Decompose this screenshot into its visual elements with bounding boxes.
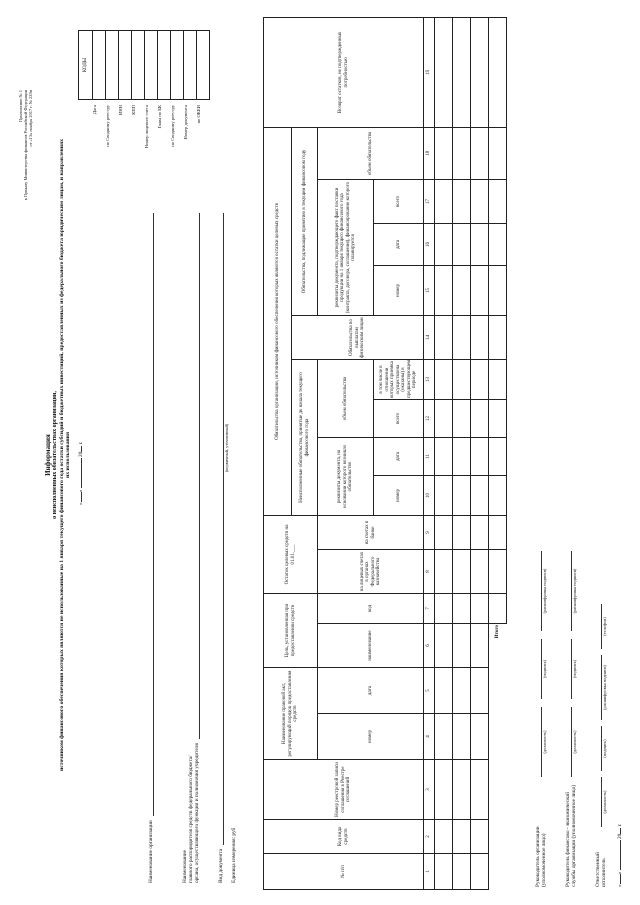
cell[interactable] [435,223,453,265]
title-line-1: о неисполненных обязательствах организации, [52,391,59,519]
col-num: 12 [424,399,435,437]
exec-label-2: исполнитель [600,858,607,887]
codes-header: КОДЫ [79,31,93,100]
exec-signature-hint: (подпись) [601,739,607,758]
cell[interactable] [471,179,489,223]
doc-type-label: Вид документа [217,848,224,883]
fin-label-2: службы организации (уполномоченное лицо) [570,784,577,887]
code-label-inn: ИНН [118,105,123,115]
header-unfulfilled: Неисполненные обязательства, принятые до начала текущего финансового года [292,359,318,515]
cell[interactable] [435,624,453,668]
cell[interactable] [453,714,471,760]
header-registry: Номер реестровой записи соглашения в Реестре соглашений [264,760,424,820]
cell[interactable] [453,515,471,549]
fin-signature-field[interactable] [563,639,572,699]
header-amount-incl: в том числе в отношении которых приемка осуществлена (оказаны) в предшествующем периоде [374,359,424,399]
head-position-hint: (должность) [541,730,547,754]
total-cell[interactable] [489,437,507,475]
total-cell[interactable] [489,399,507,437]
date-close-quote: » [78,489,84,493]
total-label: Итого [489,624,507,890]
header-purpose: Цель, установленная при предоставлении средств [264,593,318,667]
bottom-date-open: « [617,884,623,887]
code-label-chapter: Глава по БК [157,105,162,129]
exec-signature-field[interactable] [593,726,602,771]
date-open-quote: « [78,502,84,505]
col-num: 15 [424,265,435,315]
col-num: 8 [424,549,435,593]
col-num: 6 [424,624,435,668]
bottom-date-year-prefix: 20 [617,833,623,840]
column-numbers-row [424,17,435,889]
total-cell[interactable] [489,223,507,265]
cell[interactable] [471,515,489,549]
header-phys: Обязательства по выплатам физическим лицам [292,315,424,359]
header-balance-bank: на счетах в банке [318,515,424,549]
code-label-kpp: КПП [131,105,136,115]
fin-position-field[interactable] [563,707,572,777]
head-decode-field[interactable] [533,551,542,631]
table-row [435,17,453,889]
cell[interactable] [435,820,453,854]
col-num: 1 [424,854,435,890]
header-plan-total: всего [374,179,424,223]
signatures-block [525,407,623,887]
fin-decode-field[interactable] [563,551,572,631]
date-year-prefix: 20 [78,451,84,458]
appendix-line-1: Приложение № 1 [18,90,23,123]
col-num: 18 [424,127,435,179]
total-cell[interactable] [489,315,507,359]
code-cell[interactable] [184,31,197,100]
total-row [489,17,507,889]
cell[interactable] [471,265,489,315]
exec-position-hint: (должность) [601,790,607,814]
date-year-suffix: г. [78,441,84,445]
header-balance-treasury: на лицевых счетах в органах Федерального казначейства [318,549,424,593]
total-cell[interactable] [489,127,507,179]
signature-exec-row [581,407,607,887]
cell[interactable] [435,475,453,515]
cell[interactable] [453,624,471,668]
code-label-date: Дата [92,105,97,115]
header-obligations: Обязательства организации, источником финансового обеспечения которых являются остатки целевых средств [264,127,292,515]
col-num: 16 [424,223,435,265]
grantor-label-3: органа, осуществляющего функции и полномочия учредителя [193,743,200,883]
signature-head-row [525,407,547,887]
head-decode-hint: (расшифровка подписи) [541,568,547,614]
title-heading: Информация [44,434,52,476]
col-num: 14 [424,315,435,359]
cell[interactable] [453,549,471,593]
header-return: Возврат остатков, не подтвержденных потребностью [264,17,424,127]
title-line-3: их использования [65,431,72,479]
header-plan-docs: реквизиты документа, подтверждающего факт поставки продукции на 1 января текущего финансового года (контракта, договора, соглашения), финансирование которого планируется [318,179,374,315]
col-num: 11 [424,437,435,475]
cell[interactable] [435,265,453,315]
cell[interactable] [435,854,453,890]
codes-table [78,30,210,100]
cell[interactable] [435,515,453,549]
header-amount: объем обязательства [318,359,374,437]
head-label-1: Руководитель организации [534,826,541,887]
cell[interactable] [453,593,471,623]
exec-phone-field[interactable] [593,604,602,649]
cell[interactable] [453,475,471,515]
cell[interactable] [471,760,489,820]
header-purpose-name: наименование [318,624,424,668]
code-cell[interactable] [197,31,210,100]
total-cell[interactable] [489,515,507,549]
header-code: Код вида средств [264,820,424,854]
unit-label: Единица измерения: руб [231,827,238,883]
header-purpose-code: код [318,593,424,623]
cell[interactable] [471,854,489,890]
col-num: 9 [424,515,435,549]
header-doc-number: номер [374,475,424,515]
cell[interactable] [453,179,471,223]
col-num: 10 [424,475,435,515]
main-table [263,17,507,890]
code-cell[interactable] [106,31,119,100]
cell[interactable] [453,854,471,890]
cell[interactable] [471,17,489,127]
cell[interactable] [471,820,489,854]
header-plan-amount: объем обязательства [318,127,424,179]
exec-decode-field[interactable] [593,655,602,720]
code-cell[interactable] [171,31,184,100]
cell[interactable] [471,714,489,760]
cell[interactable] [435,17,453,127]
doc-type-field[interactable] [223,213,224,845]
total-cell[interactable] [489,359,507,399]
cell[interactable] [453,223,471,265]
cell[interactable] [435,668,453,714]
cell[interactable] [453,437,471,475]
head-position-field[interactable] [533,707,542,777]
total-cell[interactable] [489,593,507,623]
col-num: 19 [424,17,435,127]
fin-label-1: Руководитель финансово - экономической [564,792,571,887]
cell[interactable] [435,714,453,760]
col-num: 2 [424,820,435,854]
table-row [471,17,489,889]
col-num: 7 [424,593,435,623]
doc-type-hint: (первичный, уточненный) [224,423,229,473]
header-agreement: Наименование правовой акт, регулирующий порядок предоставления средств [264,668,318,760]
cell[interactable] [435,593,453,623]
appendix-line-3: от «13» ноября 2017 г. № 229н [28,90,34,147]
cell[interactable] [435,549,453,593]
fin-position-hint: (должность) [571,730,577,754]
document-title [44,55,72,855]
bottom-date-close: » [617,871,623,875]
header-doc-date: дата [374,437,424,475]
exec-position-field[interactable] [593,777,602,827]
cell[interactable] [471,223,489,265]
cell[interactable] [453,820,471,854]
cell[interactable] [435,315,453,359]
head-label-2: (уполномоченное лицо) [540,833,547,887]
header-agreement-date: дата [318,668,424,714]
cell[interactable] [471,475,489,515]
cell[interactable] [435,179,453,223]
bottom-date-line [617,407,623,887]
cell[interactable] [471,549,489,593]
report-date-line [78,365,84,505]
head-signature-field[interactable] [533,639,542,699]
cell[interactable] [453,315,471,359]
head-signature-hint: (подпись) [541,659,547,679]
appendix-line-2: к Приказу Министерства финансов Российской Федерации [23,90,29,201]
grantor-field[interactable] [199,213,200,739]
cell[interactable] [471,399,489,437]
grantor-label-2: главного распорядителя средств федерального бюджета/ [187,755,194,883]
col-num: 3 [424,760,435,820]
code-label-account: Номер лицевого счета [144,105,149,149]
table-row [453,17,471,889]
code-cell[interactable] [145,31,158,100]
total-cell[interactable] [489,475,507,515]
code-cell[interactable] [132,31,145,100]
cell[interactable] [453,17,471,127]
cell[interactable] [471,624,489,668]
header-agreement-number: номер [318,714,424,760]
cell[interactable] [453,399,471,437]
exec-decode-hint: (расшифровка подписи) [601,665,607,710]
exec-label-1: Ответственный [594,852,601,887]
header-plan-number: номер [374,265,424,315]
total-cell[interactable] [489,17,507,127]
total-cell[interactable] [489,179,507,223]
code-label-registry-2: по Сводному реестру [170,105,175,147]
fin-decode-hint: (расшифровка подписи) [571,568,577,614]
signature-fin-row [551,407,577,887]
header-balance: Остаток целевых средств на 01.01.___ [264,515,318,593]
cell[interactable] [471,359,489,399]
cell[interactable] [471,668,489,714]
cell[interactable] [435,437,453,475]
form-fields [128,213,237,883]
header-docs: реквизиты документа, на основании которого возникло обязательство [318,437,374,515]
bottom-date-year-suffix: г. [617,823,623,827]
cell[interactable] [471,315,489,359]
col-num: 5 [424,668,435,714]
cell[interactable] [435,127,453,179]
org-name-label: Наименование организации [147,820,154,883]
cell[interactable] [453,359,471,399]
header-plan-date: дата [374,223,424,265]
exec-phone-hint: (телефон) [601,617,607,636]
cell[interactable] [453,668,471,714]
appendix-note [18,90,33,265]
code-cell[interactable] [93,31,106,100]
col-num: 4 [424,714,435,760]
codes-labels [78,105,209,205]
total-cell[interactable] [489,265,507,315]
cell[interactable] [471,593,489,623]
total-cell[interactable] [489,549,507,593]
org-name-field[interactable] [153,213,154,816]
cell[interactable] [471,127,489,179]
cell[interactable] [453,127,471,179]
header-planned: Обязательства, подлежащие принятию в текущем финансовом году [292,127,318,315]
code-label-doc-number: Номер документа [183,105,188,140]
cell[interactable] [435,760,453,820]
fin-signature-hint: (подпись) [571,659,577,679]
header-num: № п/п [264,854,424,890]
cell[interactable] [435,399,453,437]
code-cell[interactable] [119,31,132,100]
code-cell[interactable] [158,31,171,100]
code-label-registry: по Сводному реестру [105,105,110,147]
code-label-okei: по ОКЕИ [196,105,201,124]
grantor-label-1: Наименование [181,850,188,883]
title-line-2: источником финансового обеспечения которых являются не использованные на 1 января текущего финансового года остатки субсидий и бюджетных инвестиций, предоставленных из федерального бюджета юридическим лицам, и направлениях [58,138,65,772]
cell[interactable] [435,359,453,399]
col-num: 17 [424,179,435,223]
header-amount-total: всего [374,399,424,437]
cell[interactable] [453,265,471,315]
cell[interactable] [453,760,471,820]
col-num: 13 [424,359,435,399]
cell[interactable] [471,437,489,475]
